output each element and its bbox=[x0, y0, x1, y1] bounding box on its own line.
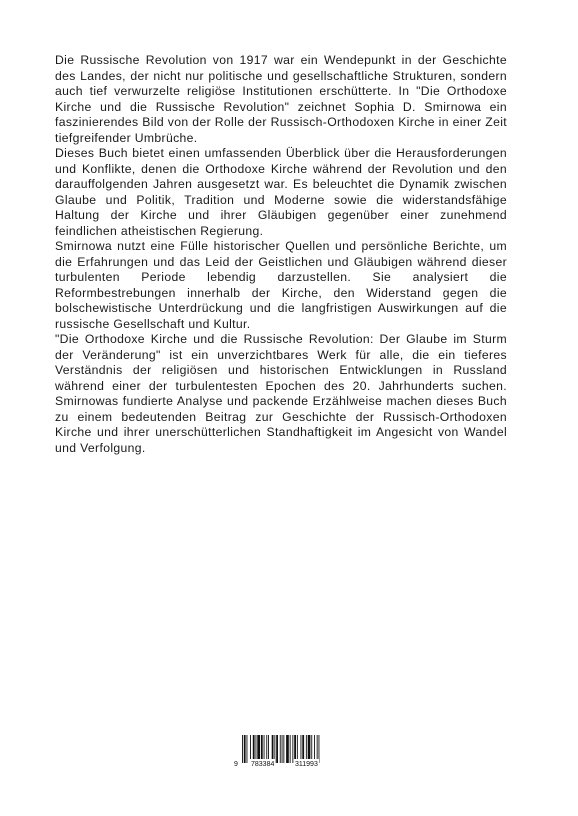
barcode-digit-first: 9 bbox=[234, 761, 238, 768]
blurb-paragraph-1: Die Russische Revolution von 1917 war ein Wendepunkt in der Geschichte des Landes, der nicht nur politische und gesellschaftliche Strukturen, sondern auch tief verwurzelte religiöse Institutionen erschütterte. In "Die Orthodoxe Kirche und die Russische Revolution" zeichnet Sophia D. Smirnowa ein faszinierendes Bild von der Rolle der Russisch-Orthodoxen Kirche in einer Zeit tiefgreifender Umbrüche. bbox=[55, 53, 507, 145]
blurb-paragraph-2: Dieses Buch bietet einen umfassenden Überblick über die Herausforderungen und Konflikte, denen die Orthodoxe Kirche während der Revolution und den darauffolgenden Jahren ausgesetzt war. Es beleuchtet die Dynamik zwischen Glaube und Politik, Tradition und Moderne sowie die widerstandsfähige Haltung der Kirche und ihrer Gläubigen gegenüber einer zunehmend feindlichen atheistischen Regierung. bbox=[55, 146, 507, 238]
blurb-paragraph-4: "Die Orthodoxe Kirche und die Russische Revolution: Der Glaube im Sturm der Veränderung" ist ein unverzichtbares Werk für alle, die ein tieferes Verständnis der religiösen und historischen Entwicklungen in Russland während einer der turbulentesten Epochen des 20. Jahrhunderts suchen. Smirnowas fundierte Analyse und packende Erzählweise machen dieses Buch zu einem bedeutenden Beitrag zur Geschichte der Russisch-Orthodoxen Kirche und ihrer unerschütterlichen Standhaftigkeit im Angesicht von Wandel und Verfolgung. bbox=[55, 332, 507, 455]
isbn-barcode bbox=[232, 735, 344, 770]
barcode-digits bbox=[232, 759, 344, 770]
back-cover-blurb bbox=[55, 53, 507, 456]
barcode-digits-right: 311993 bbox=[295, 761, 318, 768]
blurb-paragraph-3: Smirnowa nutzt eine Fülle historischer Quellen und persönliche Berichte, um die Erfahrungen und das Leid der Geistlichen und Gläubigen während dieser turbulenten Periode lebendig darzustellen. Sie analysiert die Reformbestrebungen innerhalb der Kirche, den Widerstand gegen die bolschewistische Unterdrückung und die langfristigen Auswirkungen auf die russische Gesellschaft und Kultur. bbox=[55, 239, 507, 331]
barcode-digits-left: 783384 bbox=[251, 761, 275, 768]
